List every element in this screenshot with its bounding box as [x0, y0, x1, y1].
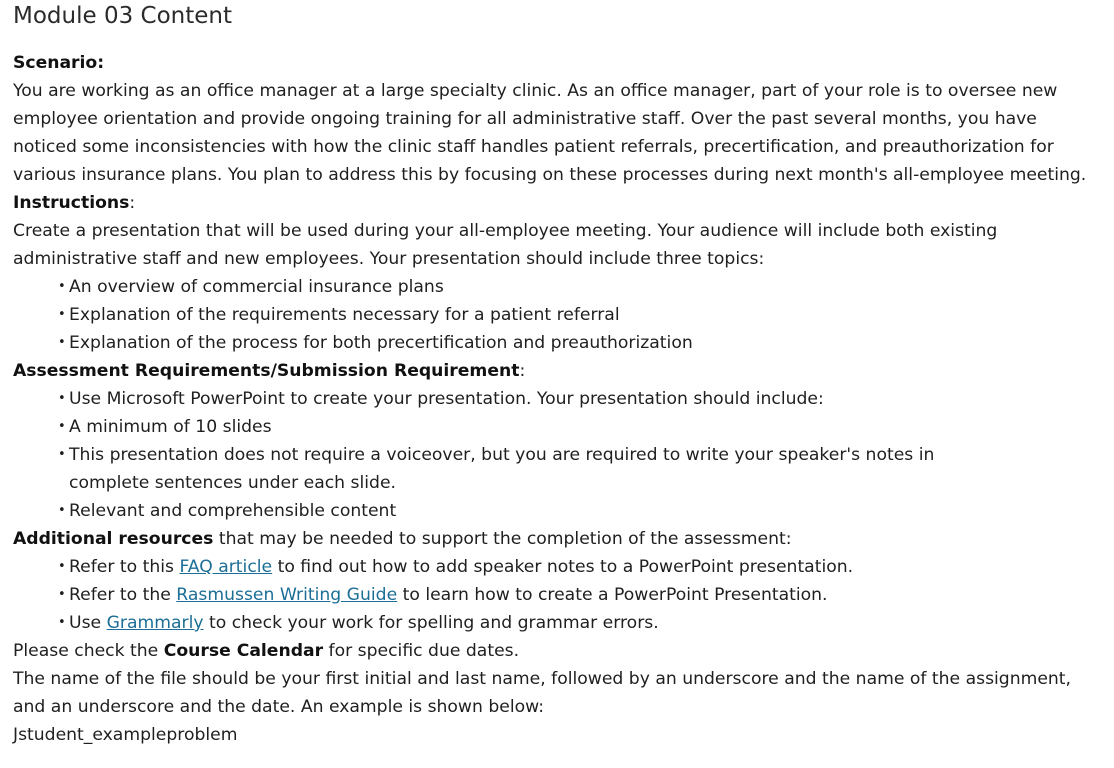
list-item: • Refer to the Rasmussen Writing Guide to learn how to create a PowerPoint Presentation. [13, 581, 1029, 609]
page-title: Module 03 Content [13, 3, 232, 29]
list-item: • Explanation of the requirements necessary for a patient referral [13, 301, 1029, 329]
faq-article-link[interactable]: FAQ article [179, 557, 273, 577]
list-item: • Relevant and comprehensible content [13, 497, 1029, 525]
list-item: • Use Microsoft PowerPoint to create your presentation. Your presentation should include: [13, 385, 1029, 413]
requirements-list [13, 385, 1103, 525]
list-item: • This presentation does not require a voiceover, but you are required to write your speaker's notes in complete sentences under each slide. [13, 441, 979, 497]
writing-guide-link[interactable]: Rasmussen Writing Guide [176, 585, 398, 605]
topics-list [13, 273, 1103, 357]
instructions-heading: Instructions: [13, 193, 136, 213]
list-item: • An overview of commercial insurance plans [13, 273, 1029, 301]
scenario-heading [13, 49, 1103, 77]
resources-heading: Additional resources that may be needed to support the completion of the assessment: [13, 529, 792, 549]
resources-list [13, 553, 1103, 637]
instructions-label: Instructions [13, 193, 130, 213]
grammarly-link[interactable]: Grammarly [106, 613, 204, 633]
content-body [13, 49, 1103, 749]
filename-note: The name of the file should be your first initial and last name, followed by an underscore and the name of the assignment, and an underscore and the date. An example is shown below: [13, 669, 1072, 717]
requirements-heading: Assessment Requirements/Submission Requirement: [13, 361, 526, 381]
list-item: • Use Grammarly to check your work for spelling and grammar errors. [13, 609, 1029, 637]
instructions-text: Create a presentation that will be used during your all-employee meeting. Your audience will include both existing administrative staff and new employees. Your presentation should include three topics: [13, 221, 998, 269]
resources-label: Additional resources [13, 529, 214, 549]
requirements-label: Assessment Requirements/Submission Requirement [13, 361, 520, 381]
scenario-label: Scenario: [13, 53, 105, 73]
filename-example: Jstudent_exampleproblem [13, 725, 238, 745]
list-item: • Explanation of the process for both precertification and preauthorization [13, 329, 1029, 357]
list-item: • A minimum of 10 slides [13, 413, 1029, 441]
course-calendar-label: Course Calendar [163, 641, 324, 661]
calendar-note: Please check the Course Calendar for specific due dates. [13, 641, 520, 661]
list-item: • Refer to this FAQ article to find out how to add speaker notes to a PowerPoint presentation. [13, 553, 1029, 581]
scenario-text: You are working as an office manager at a large specialty clinic. As an office manager, part of your role is to oversee new employee orientation and provide ongoing training for all administrative staff. Over the past several months, you have noticed some inconsistencies with how the clinic staff handles patient referrals, precertification, and preauthorization for various insurance plans. You plan to address this by focusing on these processes during next month's all-employee meeting. [13, 81, 1087, 185]
